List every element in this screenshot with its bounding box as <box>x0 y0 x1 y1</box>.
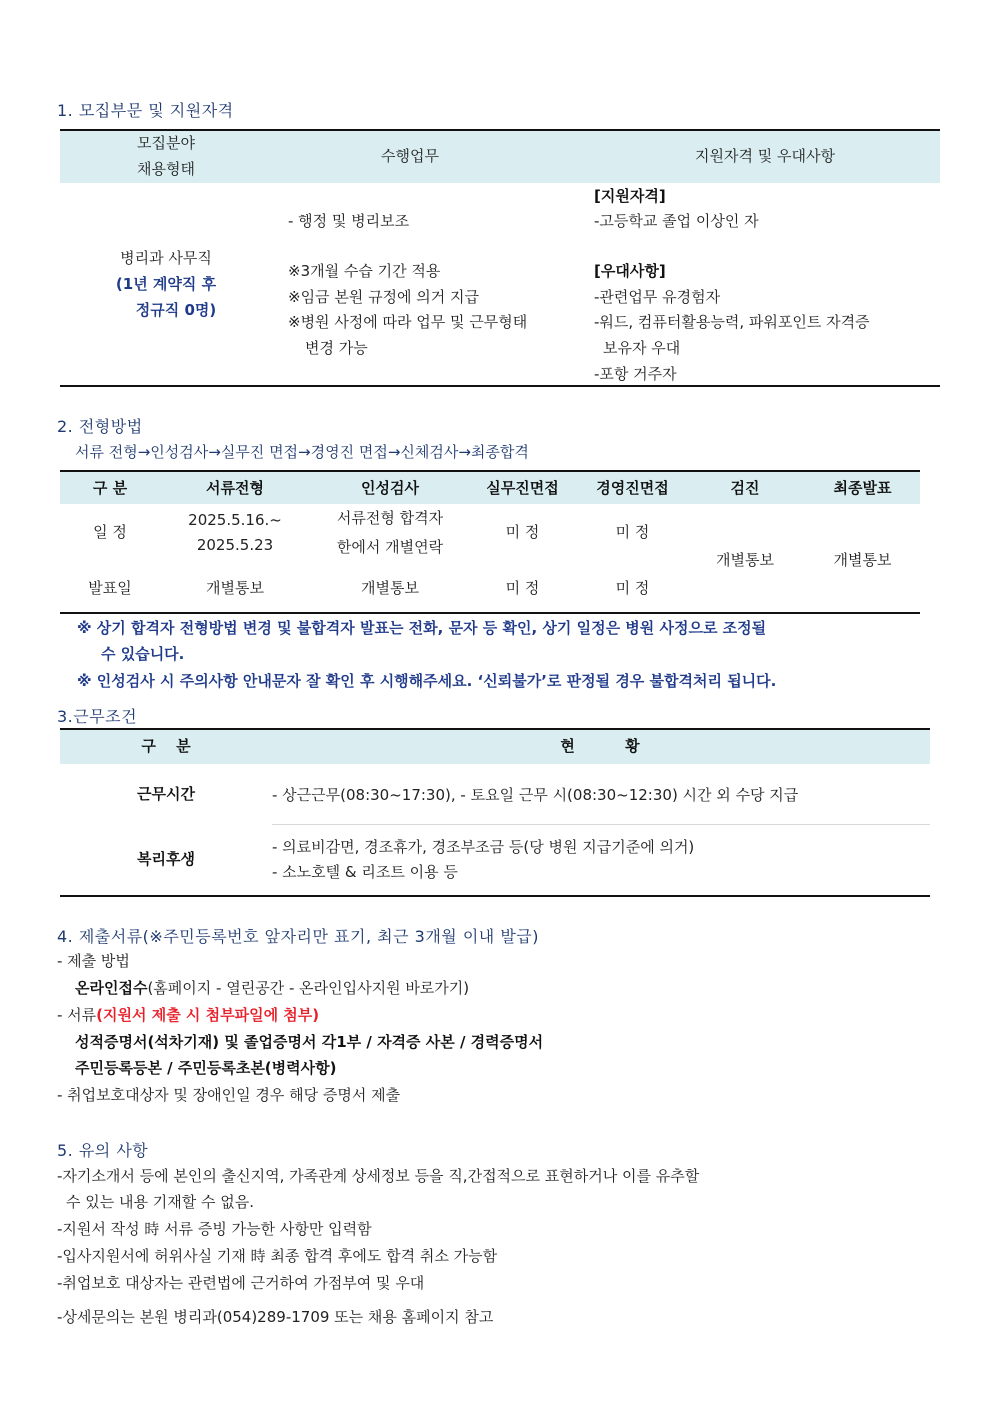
condition-row-divider <box>272 824 930 825</box>
section3-title: 3.근무조건 <box>57 707 138 726</box>
preference-item: -워드, 컴퓨터활용능력, 파워포인트 자격증 <box>594 313 870 331</box>
section1-bottom-border <box>60 385 940 387</box>
work-hours-label: 근무시간 <box>137 785 195 803</box>
schedule-aptitude-line2: 한에서 개별연락 <box>336 538 444 556</box>
welfare-label: 복리후생 <box>137 850 195 868</box>
section1-title: 1. 모집부문 및 지원자격 <box>57 101 234 120</box>
section2-title: 2. 전형방법 <box>57 417 143 436</box>
caution-item: -지원서 작성 時 서류 증빙 가능한 사항만 입력함 <box>57 1220 372 1238</box>
section4-title: 4. 제출서류(※주민등록번호 앞자리만 표기, 최근 3개월 이내 발급) <box>57 927 539 946</box>
section5-title: 5. 유의 사항 <box>57 1141 149 1160</box>
online-apply-path: (홈페이지 - 열린공간 - 온라인입사지원 바로가기) <box>147 979 470 997</box>
notice-line: ※ 인성검사 시 주의사항 안내문자 잘 확인 후 시행해주세요. ‘신뢰불가’로 판정될 경우 불합격처리 됩니다. <box>77 672 777 690</box>
field-contract-line2: 정규직 0명) <box>135 301 217 319</box>
section3-bottom-border <box>60 895 930 897</box>
header-final: 최종발표 <box>833 479 892 497</box>
qualification-item: -고등학교 졸업 이상인 자 <box>594 212 759 230</box>
header-category: 구 분 <box>92 479 128 497</box>
checkup-value: 개별통보 <box>716 551 774 569</box>
preference-item: 보유자 우대 <box>603 339 681 357</box>
documents-list-line1: 성적증명서(석차기재) 및 졸업증명서 각1부 / 자격증 사본 / 경력증명서 <box>75 1033 544 1051</box>
field-name: 병리과 사무직 <box>120 249 212 267</box>
announce-label: 발표일 <box>88 579 132 597</box>
preference-item: -포항 거주자 <box>594 365 677 383</box>
announce-document: 개별통보 <box>206 579 264 597</box>
notice-line: 수 있습니다. <box>101 645 185 663</box>
documents-label: - 서류 <box>57 1006 97 1024</box>
duty-item: ※병원 사정에 따라 업무 및 근무형태 <box>288 313 528 331</box>
header-interview2: 경영진면접 <box>596 479 669 497</box>
documents-list-line2: 주민등록등본 / 주민등록초본(병력사항) <box>75 1059 337 1077</box>
header-duty: 수행업무 <box>381 147 439 165</box>
preference-title: [우대사항] <box>594 262 666 280</box>
schedule-interview1: 미 정 <box>505 523 540 541</box>
protection-note: - 취업보호대상자 및 장애인일 경우 해당 증명서 제출 <box>57 1086 401 1104</box>
qualification-title: [지원자격] <box>594 187 666 205</box>
header-document: 서류전형 <box>206 479 264 497</box>
final-value: 개별통보 <box>833 551 892 569</box>
schedule-aptitude-line1: 서류전형 합격자 <box>336 509 444 527</box>
caution-item: -자기소개서 등에 본인의 출신지역, 가족관계 상세정보 등을 직,간접적으로 표현하거나 이를 유추할 <box>57 1167 700 1185</box>
schedule-interview2: 미 정 <box>615 523 650 541</box>
header-aptitude: 인성검사 <box>361 479 419 497</box>
schedule-document-line1: 2025.5.16.~ <box>188 511 282 529</box>
duty-item: ※임금 본원 규정에 의거 지급 <box>288 288 480 306</box>
schedule-label: 일 정 <box>93 523 127 541</box>
field-contract-line1: (1년 계약직 후 <box>115 275 217 293</box>
caution-item: -입사지원서에 허위사실 기재 時 최종 합격 후에도 합격 취소 가능함 <box>57 1247 498 1265</box>
selection-flow: 서류 전형→인성검사→실무진 면접→경영진 면접→신체검사→최종합격 <box>75 443 529 461</box>
submit-method-label: - 제출 방법 <box>57 952 130 970</box>
header-interview1: 실무진면접 <box>486 479 559 497</box>
header-field-line1: 모집분야 <box>137 134 195 152</box>
announce-interview1: 미 정 <box>505 579 540 597</box>
announce-interview2: 미 정 <box>615 579 650 597</box>
documents-label-line <box>57 1004 319 1025</box>
condition-header-status: 현 황 <box>560 737 640 755</box>
header-checkup: 검진 <box>730 479 760 497</box>
work-hours-value: - 상근근무(08:30~17:30), - 토요일 근무 시(08:30~12:30) 시간 외 수당 지급 <box>272 786 799 804</box>
duty-item: - 행정 및 병리보조 <box>288 212 410 230</box>
documents-attach-note: (지원서 제출 시 첨부파일에 첨부) <box>96 1006 320 1024</box>
caution-item: -취업보호 대상자는 관련법에 근거하여 가점부여 및 우대 <box>57 1274 425 1292</box>
welfare-value: - 의료비감면, 경조휴가, 경조부조금 등(당 병원 지급기준에 의거) <box>272 838 695 856</box>
section2-bottom-border <box>60 612 920 614</box>
caution-item: 수 있는 내용 기재할 수 없음. <box>66 1193 254 1211</box>
caution-item: -상세문의는 본원 병리과(054)289-1709 또는 채용 홈페이지 참고 <box>57 1308 494 1326</box>
duty-item: 변경 가능 <box>305 339 368 357</box>
submit-method <box>75 977 469 998</box>
duty-item: ※3개월 수습 기간 적용 <box>288 262 441 280</box>
online-apply: 온라인접수 <box>75 979 148 997</box>
notice-line: ※ 상기 합격자 전형방법 변경 및 불합격자 발표는 전화, 문자 등 확인, 상기 일정은 병원 사정으로 조정될 <box>77 619 767 637</box>
welfare-value: - 소노호텔 & 리조트 이용 등 <box>272 863 458 881</box>
header-field-line2: 채용형태 <box>137 160 195 178</box>
condition-header-category: 구 분 <box>141 737 191 755</box>
preference-item: -관련업무 유경험자 <box>594 288 721 306</box>
schedule-document-line2: 2025.5.23 <box>196 536 274 554</box>
announce-aptitude: 개별통보 <box>361 579 419 597</box>
header-qualification: 지원자격 및 우대사항 <box>695 147 835 165</box>
